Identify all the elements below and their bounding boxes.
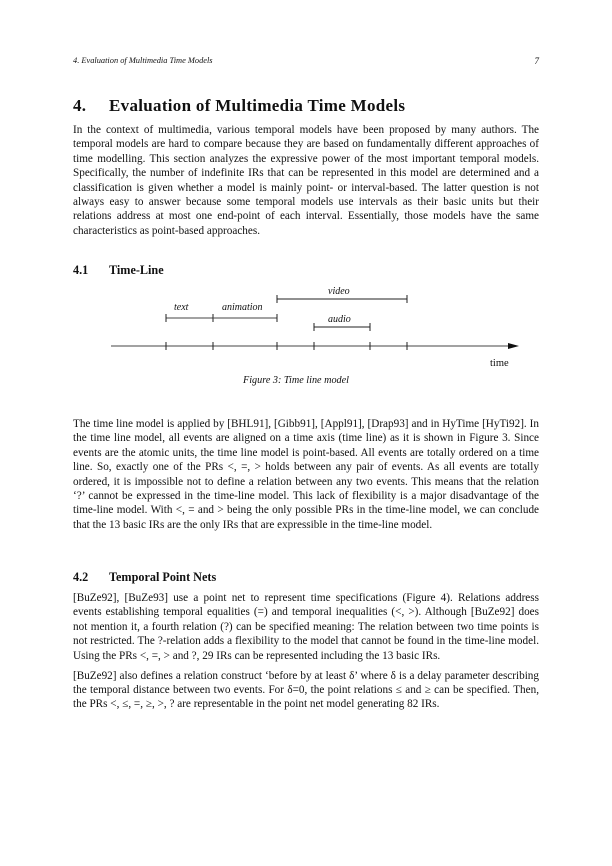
intro-paragraph: In the context of multimedia, various temporal models have been proposed by many authors. The temporal models are hard to compare because they are based on fundamentally different approaches of time modelling. This section analyzes the expressive power of the most important temporal models. Specifically, the number of indefinite IRs that can be represented in this model are determined and a classification is given whether a model is mainly point- or interval-based. The latter question is not always easy to answer because some temporal models use intervals as their basic units but their relations address at most one end-point of each interval. Essentially, those models have the same characteristics as point-based approaches. xyxy=(73,124,539,237)
timeline-diagram xyxy=(0,280,612,390)
point-nets-paragraph-2: [BuZe92] also defines a relation construct ‘before by at least δ’ where δ is a delay parameter describing the temporal distance between two events. For δ=0, the point relations ≤ and ≥ can be specified. Then, the PRs <, ≤, =, ≥, >, ? are representable in the point net model generating 82 IRs. xyxy=(73,669,539,711)
running-header-title: 4. Evaluation of Multimedia Time Models xyxy=(73,56,213,65)
subsection-number: 4.1 xyxy=(73,263,89,277)
page-number: 7 xyxy=(534,56,539,66)
subsection-number: 4.2 xyxy=(73,570,89,584)
label-time-axis: time xyxy=(490,358,509,369)
subsection-heading-4-1 xyxy=(73,263,164,278)
subsection-heading-4-2 xyxy=(73,570,216,585)
label-audio: audio xyxy=(328,314,351,325)
section-number: 4. xyxy=(73,96,87,115)
running-header xyxy=(73,56,539,65)
label-video: video xyxy=(328,286,350,297)
figure-caption: Figure 3: Time line model xyxy=(243,375,350,386)
axis-arrowhead-icon xyxy=(508,343,519,349)
subsection-4-1-body xyxy=(73,417,539,538)
subsection-4-2-body xyxy=(73,591,539,717)
label-animation: animation xyxy=(222,302,263,313)
section-heading xyxy=(73,96,405,116)
subsection-title: Temporal Point Nets xyxy=(109,570,217,584)
label-text: text xyxy=(174,302,189,313)
section-intro xyxy=(73,123,539,244)
section-title: Evaluation of Multimedia Time Models xyxy=(109,96,406,115)
point-nets-paragraph-1: [BuZe92], [BuZe93] use a point net to represent time specifications (Figure 4). Relations address events establishing temporal equalities (=) and temporal inequalities (<, >). Although [BuZe92] does not mention it, a fourth relation (?) can be specified meaning: The relation between two time points is not restricted. The ?-relation adds a flexibility to the model that cannot be found in the time-line model. Using the PRs <, =, > and ?, 29 IRs can be represented including the 13 basic IRs. xyxy=(73,592,539,662)
subsection-title: Time-Line xyxy=(109,263,164,277)
timeline-paragraph: The time line model is applied by [BHL91], [Gibb91], [Appl91], [Drap93] and in HyTime [HyTi92]. In the time line model, all events are aligned on a time axis (time line) as it is shown in Figure 3. Since events are the atomic units, the time line model is point-based. All events are totally ordered on a time line. So, exactly one of the PRs <, =, > holds between any pair of events. As all events are totally ordered, it is impossible not to define a relation between any two events. This means that the relation ‘?’ cannot be expressed in the time-line model. This lack of flexibility is a major disadvantage of the time-line model. With <, = and > being the only possible PRs in the time-line model, we can conclude that the 13 basic IRs are the only IRs that are expressible in the time-line model. xyxy=(73,418,539,531)
timeline-figure xyxy=(0,280,612,390)
